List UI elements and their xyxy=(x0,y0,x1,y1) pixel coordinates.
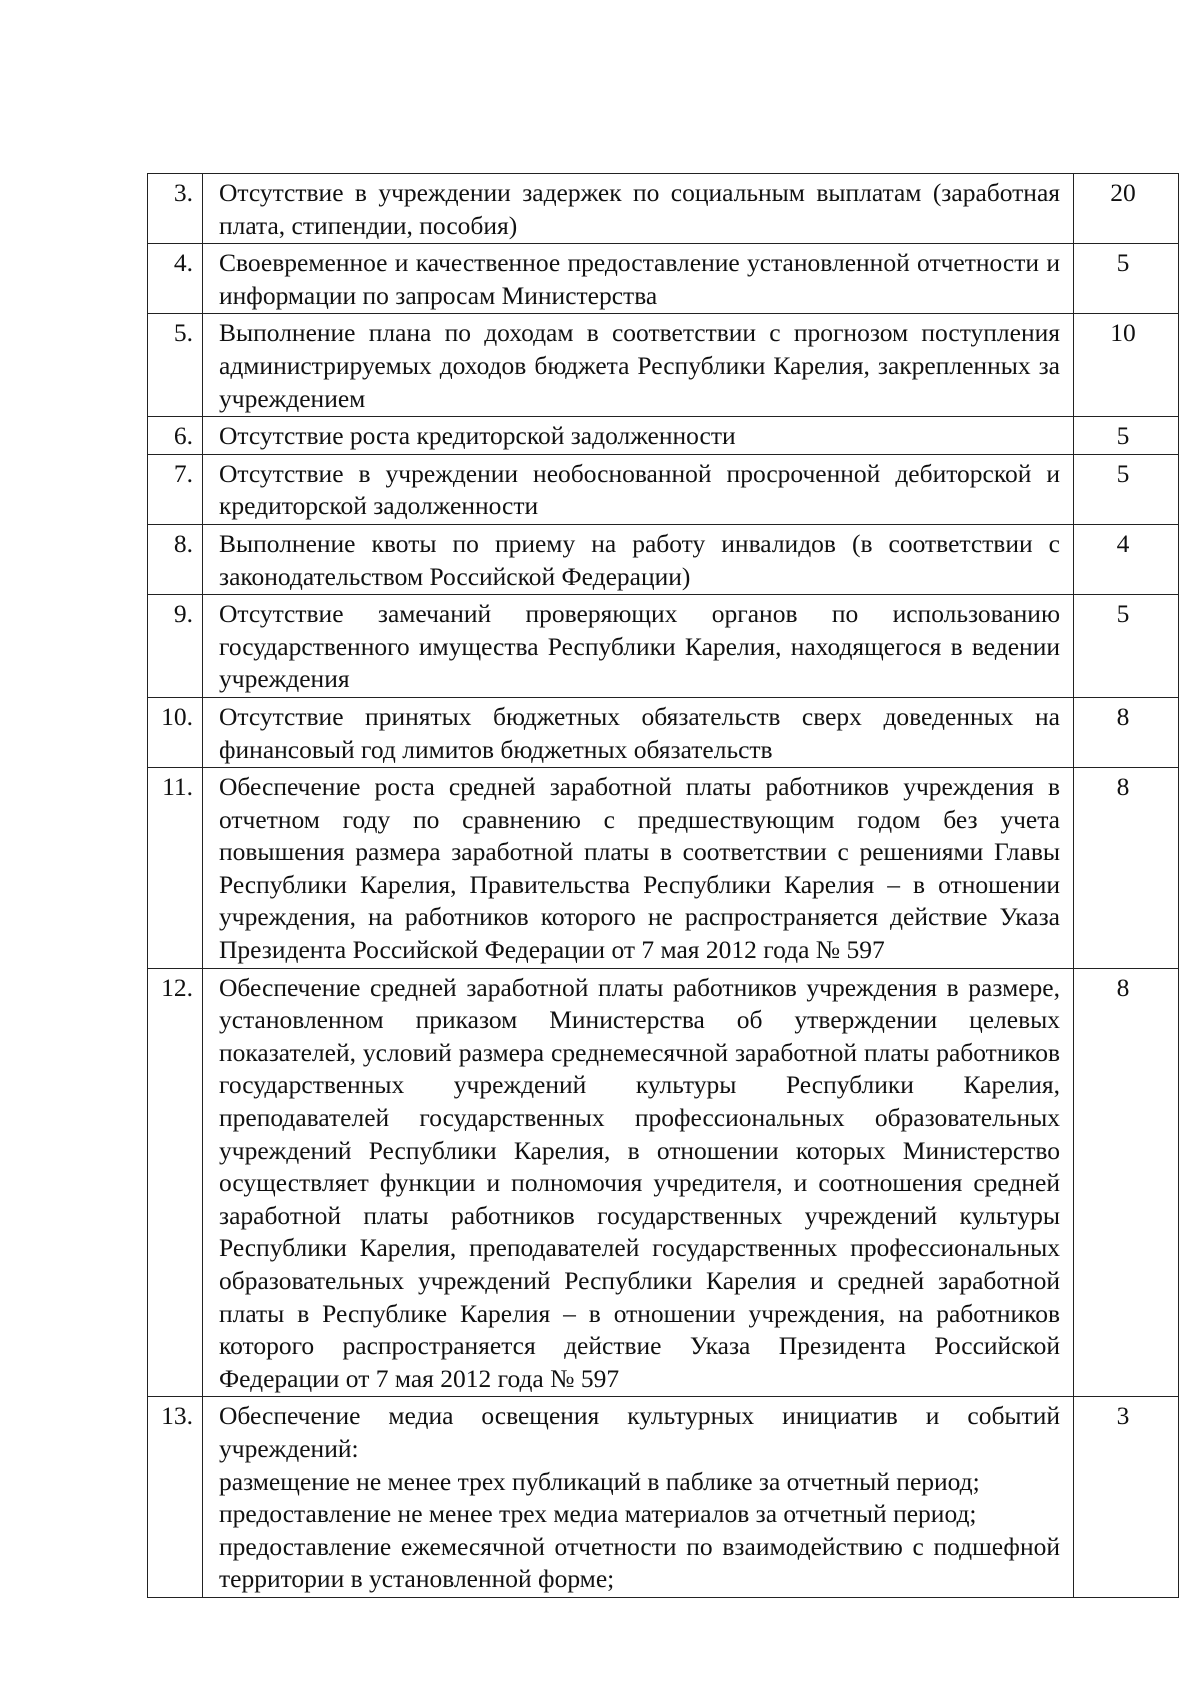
criterion-score: 5 xyxy=(1074,595,1179,698)
table-row xyxy=(148,524,1179,594)
criterion-text: Отсутствие замечаний проверяющих органов по использованию государственного имущества Республики Карелия, находящегося в ведении учреждения xyxy=(203,595,1074,698)
row-number: 5. xyxy=(148,314,203,417)
row-number: 7. xyxy=(148,454,203,524)
row-number: 4. xyxy=(148,244,203,314)
row-number: 8. xyxy=(148,524,203,594)
criterion-text: Обеспечение роста средней заработной платы работников учреждения в отчетном году по сравнению с предшествующим годом без учета повышения размера заработной платы в соответствии с решениями Главы Республики Карелия, Правительства Республики Карелия – в отношении учреждения, на работников которого не распространяется действие Указа Президента Российской Федерации от 7 мая 2012 года № 597 xyxy=(203,768,1074,969)
row-number: 13. xyxy=(148,1397,203,1598)
criterion-score: 5 xyxy=(1074,454,1179,524)
criterion-score: 4 xyxy=(1074,524,1179,594)
criterion-text: Обеспечение средней заработной платы работников учреждения в размере, установленном приказом Министерства об утверждении целевых показателей, условий размера среднемесячной заработной платы работников государственных учреждений культуры Республики Карелия, преподавателей государственных профессиональных образовательных учреждений Республики Карелия, в отношении которых Министерство осуществляет функции и полномочия учредителя, и соотношения средней заработной платы работников государственных учреждений культуры Республики Карелия, преподавателей государственных профессиональных образовательных учреждений Республики Карелия и средней заработной платы в Республике Карелия – в отношении учреждения, на работников которого распространяется действие Указа Президента Российской Федерации от 7 мая 2012 года № 597 xyxy=(203,968,1074,1397)
criterion-text: Отсутствие роста кредиторской задолженности xyxy=(203,417,1074,455)
table-row xyxy=(148,1397,1179,1598)
row-number: 3. xyxy=(148,174,203,244)
row-number: 9. xyxy=(148,595,203,698)
table-row xyxy=(148,595,1179,698)
table-row xyxy=(148,174,1179,244)
table-row xyxy=(148,697,1179,767)
row-number: 6. xyxy=(148,417,203,455)
criterion-score: 8 xyxy=(1074,968,1179,1397)
criterion-subitem: предоставление не менее трех медиа материалов за отчетный период; xyxy=(219,1499,977,1529)
criterion-score: 8 xyxy=(1074,768,1179,969)
criterion-score: 5 xyxy=(1074,244,1179,314)
criterion-text: Выполнение квоты по приему на работу инвалидов (в соответствии с законодательством Российской Федерации) xyxy=(203,524,1074,594)
row-number: 11. xyxy=(148,768,203,969)
table-row xyxy=(148,768,1179,969)
criterion-score: 8 xyxy=(1074,697,1179,767)
criterion-score: 5 xyxy=(1074,417,1179,455)
criterion-score: 20 xyxy=(1074,174,1179,244)
table-row xyxy=(148,417,1179,455)
criterion-subitem: предоставление ежемесячной отчетности по взаимодействию с подшефной территории в установленной форме; xyxy=(219,1531,1060,1594)
criterion-text-multi xyxy=(203,1397,1074,1598)
table-row xyxy=(148,244,1179,314)
criterion-score: 3 xyxy=(1074,1397,1179,1598)
criterion-text: Отсутствие принятых бюджетных обязательств сверх доведенных на финансовый год лимитов бюджетных обязательств xyxy=(203,697,1074,767)
criterion-text: Обеспечение медиа освещения культурных инициатив и событий учреждений: xyxy=(219,1401,1060,1463)
criteria-table xyxy=(147,173,1179,1598)
row-number: 10. xyxy=(148,697,203,767)
table-row xyxy=(148,968,1179,1397)
row-number: 12. xyxy=(148,968,203,1397)
table-row xyxy=(148,314,1179,417)
table-row xyxy=(148,454,1179,524)
criterion-text: Отсутствие в учреждении необоснованной просроченной дебиторской и кредиторской задолженности xyxy=(203,454,1074,524)
criterion-text: Отсутствие в учреждении задержек по социальным выплатам (заработная плата, стипендии, пособия) xyxy=(203,174,1074,244)
criterion-text: Своевременное и качественное предоставление установленной отчетности и информации по запросам Министерства xyxy=(203,244,1074,314)
criterion-text: Выполнение плана по доходам в соответствии с прогнозом поступления администрируемых доходов бюджета Республики Карелия, закрепленных за учреждением xyxy=(203,314,1074,417)
criterion-subitem: размещение не менее трех публикаций в паблике за отчетный период; xyxy=(219,1466,980,1496)
criterion-score: 10 xyxy=(1074,314,1179,417)
